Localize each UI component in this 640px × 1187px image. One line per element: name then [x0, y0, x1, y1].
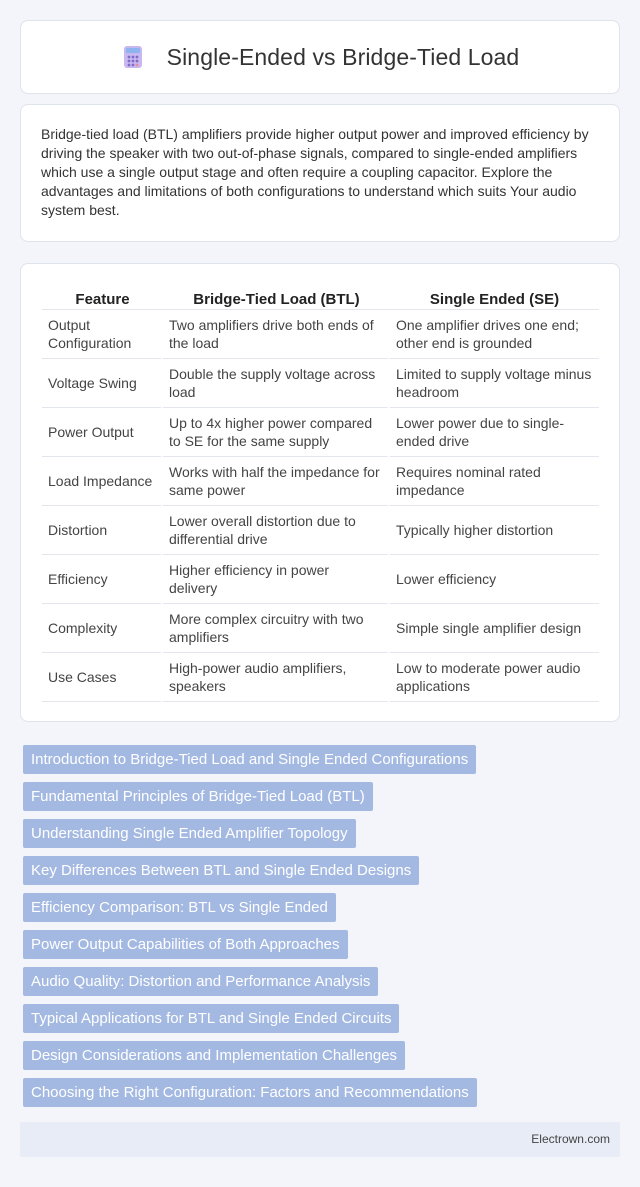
- feature-cell: Output Configuration: [42, 310, 163, 359]
- comparison-table: [42, 284, 599, 702]
- footer: [20, 1122, 620, 1157]
- header-se: Single Ended (SE): [390, 284, 599, 310]
- table-row: [42, 506, 599, 555]
- comparison-card: [20, 263, 620, 722]
- topic-list: [23, 745, 623, 1115]
- se-cell: Low to moderate power audio applications: [390, 653, 599, 702]
- btl-cell: Works with half the impedance for same power: [163, 457, 390, 506]
- feature-cell: Voltage Swing: [42, 359, 163, 408]
- intro-card: [20, 104, 620, 242]
- table-header-row: [42, 284, 599, 310]
- table-row: [42, 555, 599, 604]
- feature-cell: Power Output: [42, 408, 163, 457]
- table-row: [42, 408, 599, 457]
- topic-link[interactable]: Key Differences Between BTL and Single Ended Designs: [23, 856, 419, 885]
- feature-cell: Efficiency: [42, 555, 163, 604]
- topic-link[interactable]: Power Output Capabilities of Both Approaches: [23, 930, 348, 959]
- title-card: [20, 20, 620, 94]
- table-row: [42, 604, 599, 653]
- intro-text: Bridge-tied load (BTL) amplifiers provide higher output power and improved efficiency by driving the speaker with two out-of-phase signals, compared to single-ended amplifiers which use a single output stage and often require a coupling capacitor. Explore the advantages and limitations of both configurations to understand which suits Your audio system best.: [41, 126, 589, 218]
- se-cell: Simple single amplifier design: [390, 604, 599, 653]
- btl-cell: High-power audio amplifiers, speakers: [163, 653, 390, 702]
- se-cell: Limited to supply voltage minus headroom: [390, 359, 599, 408]
- feature-cell: Use Cases: [42, 653, 163, 702]
- feature-cell: Complexity: [42, 604, 163, 653]
- table-row: [42, 310, 599, 359]
- btl-cell: More complex circuitry with two amplifiers: [163, 604, 390, 653]
- btl-cell: Up to 4x higher power compared to SE for the same supply: [163, 408, 390, 457]
- topic-link[interactable]: Understanding Single Ended Amplifier Topology: [23, 819, 356, 848]
- topic-link[interactable]: Audio Quality: Distortion and Performance Analysis: [23, 967, 378, 996]
- topic-link[interactable]: Typical Applications for BTL and Single Ended Circuits: [23, 1004, 399, 1033]
- feature-cell: Distortion: [42, 506, 163, 555]
- se-cell: Lower efficiency: [390, 555, 599, 604]
- se-cell: Typically higher distortion: [390, 506, 599, 555]
- se-cell: Requires nominal rated impedance: [390, 457, 599, 506]
- btl-cell: Higher efficiency in power delivery: [163, 555, 390, 604]
- table-row: [42, 457, 599, 506]
- footer-site-name[interactable]: Electrown.com: [531, 1132, 610, 1146]
- topic-link[interactable]: Choosing the Right Configuration: Factors and Recommendations: [23, 1078, 477, 1107]
- topic-link[interactable]: Efficiency Comparison: BTL vs Single Ended: [23, 893, 336, 922]
- page-title: Single-Ended vs Bridge-Tied Load: [166, 43, 520, 70]
- se-cell: Lower power due to single-ended drive: [390, 408, 599, 457]
- btl-cell: Lower overall distortion due to differential drive: [163, 506, 390, 555]
- topic-link[interactable]: Fundamental Principles of Bridge-Tied Load (BTL): [23, 782, 373, 811]
- topic-link[interactable]: Design Considerations and Implementation Challenges: [23, 1041, 405, 1070]
- btl-cell: Double the supply voltage across load: [163, 359, 390, 408]
- calculator-icon: [121, 45, 145, 69]
- header-feature: Feature: [42, 284, 163, 310]
- se-cell: One amplifier drives one end; other end is grounded: [390, 310, 599, 359]
- table-row: [42, 653, 599, 702]
- topic-link[interactable]: Introduction to Bridge-Tied Load and Single Ended Configurations: [23, 745, 476, 774]
- btl-cell: Two amplifiers drive both ends of the load: [163, 310, 390, 359]
- table-row: [42, 359, 599, 408]
- header-btl: Bridge-Tied Load (BTL): [163, 284, 390, 310]
- feature-cell: Load Impedance: [42, 457, 163, 506]
